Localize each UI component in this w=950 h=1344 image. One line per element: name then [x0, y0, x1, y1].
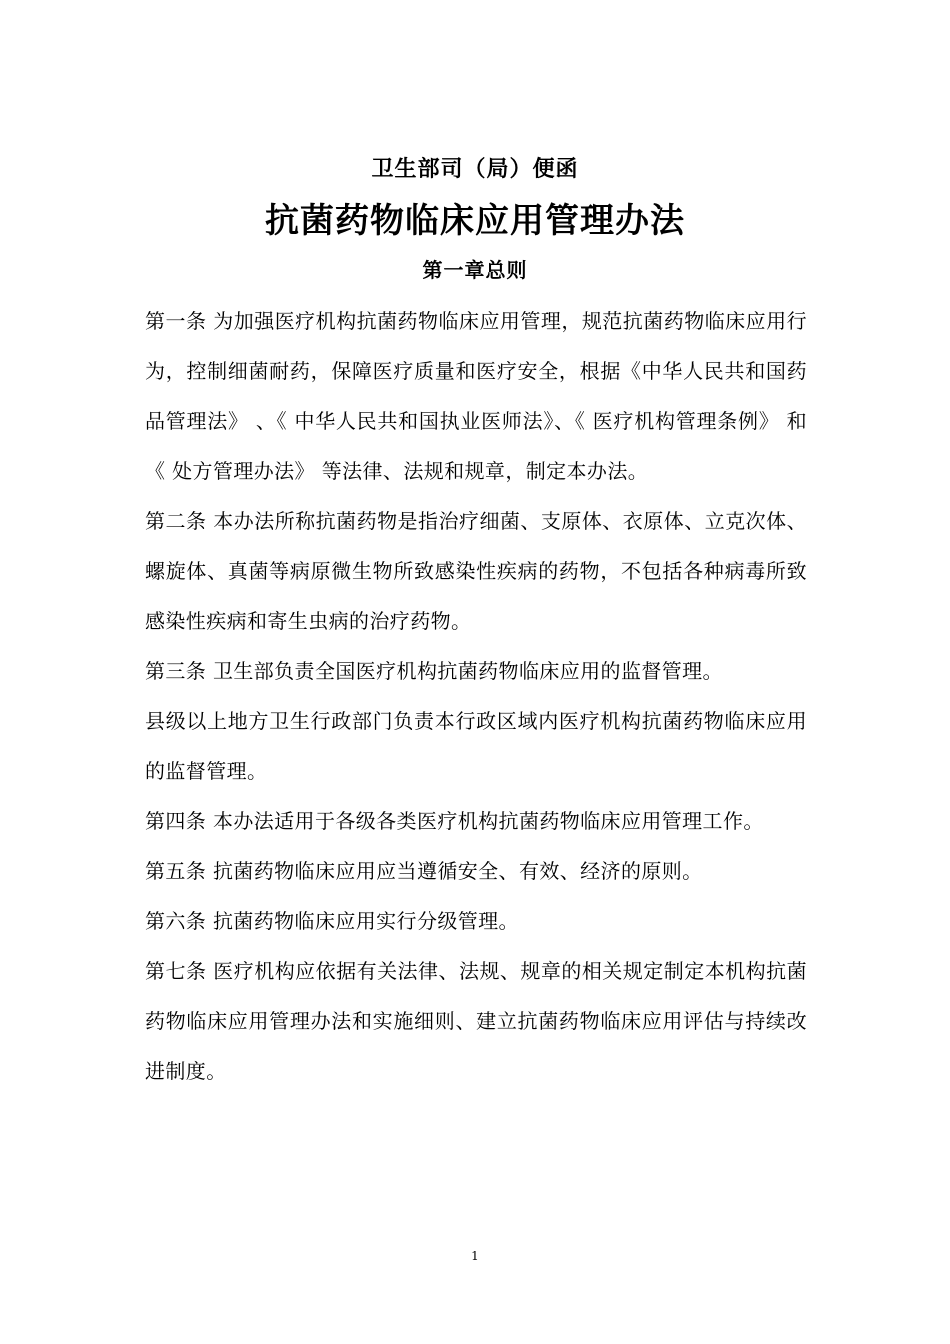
article-1-paragraph: 第一条 为加强医疗机构抗菌药物临床应用管理，规范抗菌药物临床应用行为，控制细菌耐药，保障医疗质量和医疗安全，根据《中华人民共和国药品管理法》 、《 中华人民共和国执业医师法》、《 医疗机构管理条例》 和《 处方管理办法》 等法律、法规和规章，制定本办法。	[145, 309, 807, 483]
document-title: 抗菌药物临床应用管理办法	[265, 201, 685, 241]
article-5-paragraph: 第五条 抗菌药物临床应用应当遵循安全、有效、经济的原则。	[145, 859, 703, 883]
article-4-paragraph: 第四条 本办法适用于各级各类医疗机构抗菌药物临床应用管理工作。	[145, 809, 764, 833]
chapter-heading: 第一章总则	[422, 258, 528, 282]
document-header: 卫生部司（局）便函	[371, 157, 579, 182]
article-2-paragraph: 第二条 本办法所称抗菌药物是指治疗细菌、支原体、衣原体、立克次体、螺旋体、真菌等病原微生物所致感染性疾病的药物，不包括各种病毒所致感染性疾病和寄生虫病的治疗药物。	[145, 509, 807, 633]
page-number: 1	[471, 1249, 479, 1263]
document-body	[145, 296, 807, 1096]
article-6-paragraph: 第六条 抗菌药物临床应用实行分级管理。	[145, 909, 519, 933]
article-7-paragraph: 第七条 医疗机构应依据有关法律、法规、规章的相关规定制定本机构抗菌药物临床应用管理办法和实施细则、建立抗菌药物临床应用评估与持续改进制度。	[145, 959, 807, 1083]
article-3-paragraph: 第三条 卫生部负责全国医疗机构抗菌药物临床应用的监督管理。	[145, 659, 723, 683]
article-3-continuation-paragraph: 县级以上地方卫生行政部门负责本行政区域内医疗机构抗菌药物临床应用的监督管理。	[145, 709, 807, 783]
